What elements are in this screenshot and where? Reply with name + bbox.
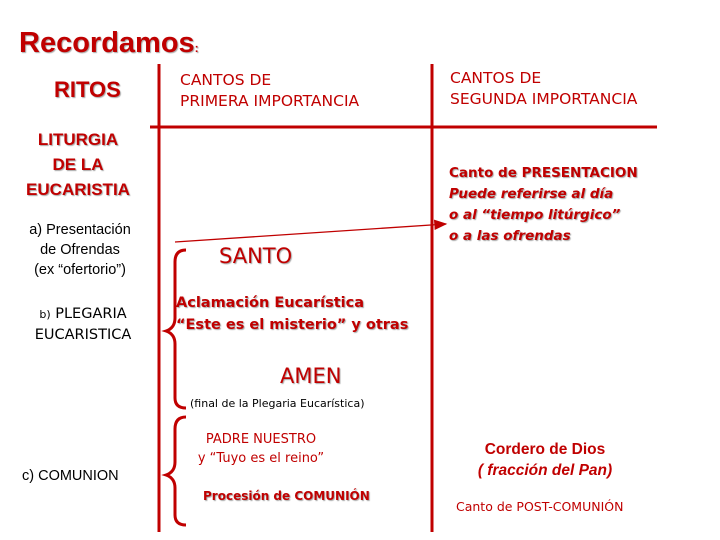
rito-plegaria-line1 [6,304,160,325]
col-header-primera-line2: PRIMERA IMPORTANCIA [180,92,360,110]
liturgia-line1: LITURGIA [37,130,119,149]
cordero-line1: Cordero de Dios [484,441,606,458]
aclamacion-line1: Aclamación Eucarística [176,295,365,311]
presentacion-canto-line2: Puede referirse al día [449,186,614,202]
presentacion-canto-line1: Canto de PRESENTACION [449,165,638,181]
aclamacion-label [176,292,408,336]
rito-plegaria [6,304,160,346]
cordero-label [440,439,650,481]
col-header-segunda-line1: CANTOS DE [450,69,542,87]
santo-label: SANTO [219,244,293,268]
rito-presentacion-line3: (ex “ofertorio”) [34,262,126,278]
liturgia-line3: EUCARISTIA [26,180,130,199]
padre-nuestro-line2: y “Tuyo es el reino” [197,451,325,466]
padre-nuestro-line1: PADRE NUESTRO [205,432,317,447]
rito-comunion: c) COMUNION [22,468,119,484]
col-header-primera [180,70,359,112]
title-text: Recordamos [19,27,195,59]
procesion-label: Procesión de COMUNIÓN [203,489,370,503]
col-header-segunda [450,68,637,110]
rito-presentacion-prefix: a) [29,222,43,238]
rito-plegaria-text1: PLEGARIA [55,306,127,322]
amen-label: AMEN [280,364,342,388]
bracket-comunion [166,417,186,525]
rito-presentacion-text1: Presentación [46,222,131,238]
col-header-segunda-line2: SEGUNDA IMPORTANCIA [450,90,638,108]
presentacion-canto-line3: o al “tiempo litúrgico” [449,207,621,223]
rito-presentacion-line2: de Ofrendas [40,242,120,258]
presentation-arrow [175,224,446,242]
rito-presentacion-line1 [3,220,157,240]
rito-presentacion [3,220,157,280]
liturgia-heading [20,127,136,202]
padre-nuestro [190,430,332,468]
rito-plegaria-prefix: b) [39,308,51,321]
page-title [19,27,199,60]
presentacion-canto-line4: o a las ofrendas [449,228,571,244]
presentacion-canto [449,163,638,247]
col-header-ritos: RITOS [54,77,121,102]
col-header-primera-line1: CANTOS DE [180,71,272,89]
amen-note: (final de la Plegaria Eucarística) [190,397,365,410]
rito-plegaria-line2: EUCARISTICA [34,327,132,343]
cordero-line2: ( fracción del Pan) [477,462,613,479]
title-colon: : [194,41,199,55]
post-comunion-label: Canto de POST-COMUNIÓN [456,499,624,514]
liturgia-line2: DE LA [52,155,104,174]
aclamacion-line2: “Este es el misterio” y otras [176,317,409,333]
